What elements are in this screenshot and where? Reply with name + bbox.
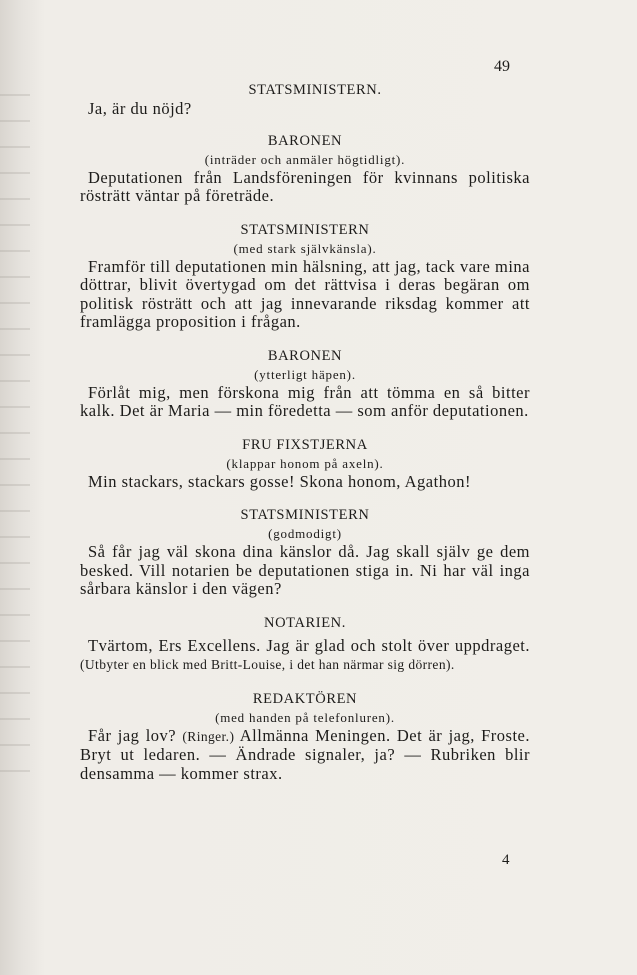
- page-number: 49: [494, 58, 510, 75]
- play-text: [80, 80, 530, 783]
- speaker-name: STATSMINISTERN: [240, 221, 370, 238]
- speaker-name: STATSMINISTERN.: [248, 82, 382, 98]
- speech: [80, 637, 530, 675]
- speaker-name: REDAKTÖREN: [252, 690, 358, 707]
- stage-direction-inline: (Ringer.): [182, 728, 235, 744]
- speaker-name: BARONEN: [267, 132, 343, 149]
- speech: Ja, är du nöjd?: [88, 99, 192, 118]
- speaker-name: STATSMINISTERN: [240, 507, 370, 523]
- speech: Förlåt mig, men förskona mig från att tömma en så bitter kalk. Det är Maria — min föredetta — som anför deputationen.: [80, 382, 530, 420]
- stage-direction: (godmodigt): [268, 526, 342, 541]
- speech: Så får jag väl skona dina känslor då. Jag skall själv ge dem besked. Vill notarien be deputationen stiga in. Ni har väl inga sårbara känslor i den vägen?: [80, 542, 530, 598]
- stage-direction: (med stark självkänsla).: [233, 240, 377, 256]
- speech-text: Får jag lov?: [88, 725, 177, 745]
- stage-direction: (inträder och anmäler högtidligt).: [204, 151, 406, 167]
- speech-text: Allmänna Meningen. Det är jag, Froste. Bryt ut ledaren. — Ändrade signaler, ja? — Rubriken blir densamma — kommer strax.: [80, 725, 530, 783]
- bleed-through-text: [0, 80, 30, 780]
- stage-direction-inline: (Utbyter en blick med Britt-Louise, i det han närmar sig dörren).: [80, 657, 455, 672]
- stage-direction: (klappar honom på axeln).: [226, 455, 384, 471]
- signature-mark: 4: [502, 852, 510, 868]
- speaker-name: NOTARIEN.: [264, 614, 346, 631]
- speech: [80, 727, 530, 784]
- stage-direction: (med handen på telefonluren).: [215, 709, 395, 725]
- speaker-name: BARONEN: [267, 347, 343, 364]
- speech-text: Tvärtom, Ers Excellens. Jag är glad och stolt över uppdraget.: [88, 635, 530, 655]
- speech: Framför till deputationen min hälsning, att jag, tack vare mina döttrar, blivit övertygad om det rättvisa i deras begäran om politisk rösträtt och att jag innevarande riksdag kommer att framlägga proposition i frågan.: [80, 256, 530, 331]
- speaker-name: FRU FIXSTJERNA: [242, 436, 368, 453]
- stage-direction: (ytterligt häpen).: [254, 366, 356, 382]
- speech: Deputationen från Landsföreningen för kvinnans politiska rösträtt väntar på företräde.: [80, 167, 530, 205]
- speech: Min stackars, stackars gosse! Skona honom, Agathon!: [88, 471, 471, 491]
